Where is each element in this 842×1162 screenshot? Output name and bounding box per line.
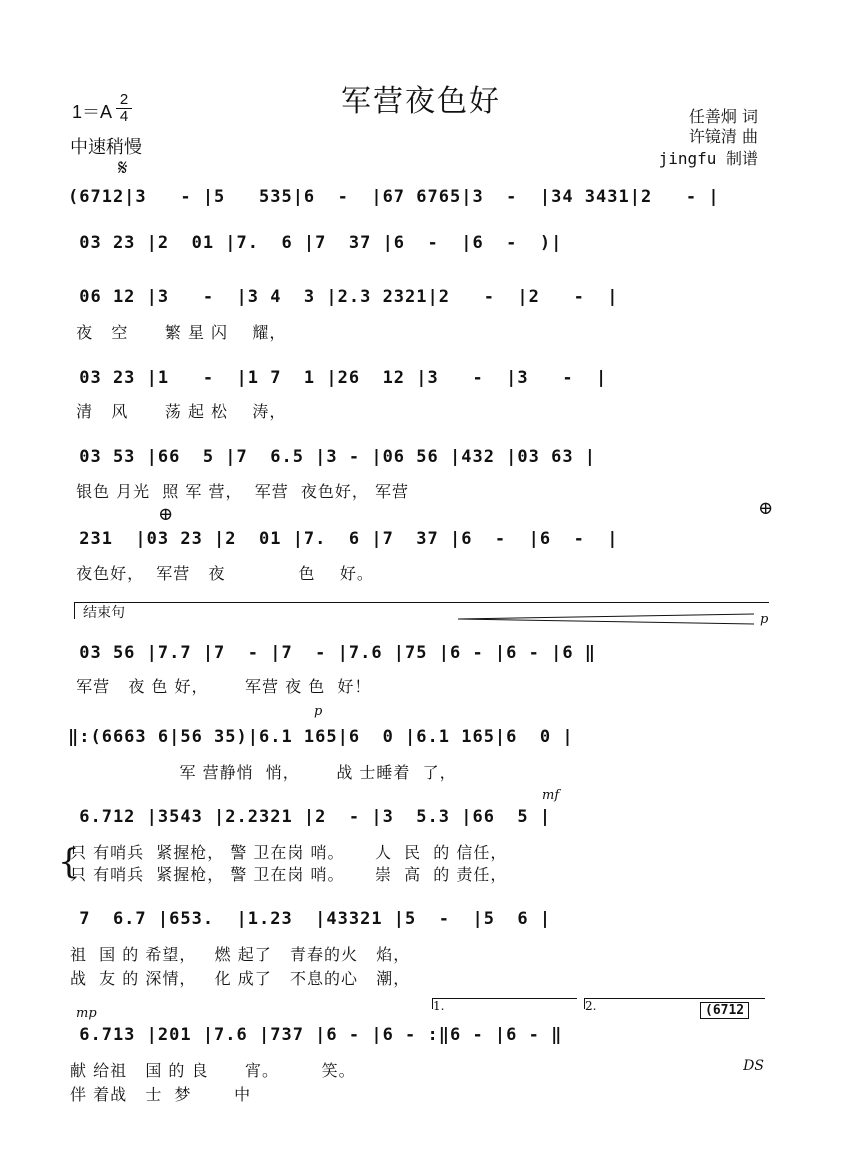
lyricist-credit: 任善炯 词 xyxy=(688,107,758,126)
dynamic-p: p xyxy=(760,612,769,627)
score-line-3-notes: 06 12 |3 - |3 4 3 |2.3 2321|2 - |2 - | xyxy=(68,287,619,307)
dynamic-mf: mf xyxy=(542,788,560,803)
score-line-12-lyrics: 战 友 的 深情， 化 成了 不息的心 潮， xyxy=(70,969,411,988)
verse-brace: { xyxy=(58,842,80,882)
coda-sign: ⊕ xyxy=(758,498,774,519)
arranger-credit: jingfu 制谱 xyxy=(658,149,758,168)
score-line-6-notes: 231 |03 23 |2 01 |7. 6 |7 37 |6 - |6 - | xyxy=(68,529,619,549)
score-line-9-lyrics: 只 有哨兵 紧握枪， 警 卫在岗 哨。 人 民 的 信任， xyxy=(70,843,508,862)
dynamic-mp: mp xyxy=(76,1006,97,1021)
volta-1-label: 1. xyxy=(433,999,445,1013)
coda-sign: ⊕ xyxy=(158,504,174,525)
tempo-marking: 中速稍慢 xyxy=(70,137,142,158)
score-line-11-notes: 7 6.7 |653. |1.23 |43321 |5 - |5 6 | xyxy=(68,909,552,929)
dal-segno-mark: DS xyxy=(743,1058,764,1074)
score-line-13-notes: 6.713 |201 |7.6 |737 |6 - |6 - :‖6 - |6 - ‖ xyxy=(68,1025,563,1045)
score-line-1-notes: (6712|3 - |5 535|6 - |67 6765|3 - |34 3431|2 - | xyxy=(68,187,720,207)
meter-top: 2 xyxy=(119,91,129,108)
pickup-notes: (6712 xyxy=(700,1002,749,1019)
score-line-11-lyrics: 祖 国 的 希望， 燃 起了 青春的火 焰， xyxy=(70,945,411,964)
score-line-8-lyrics: 军 营静悄 悄， 战 士睡着 了， xyxy=(70,763,457,782)
dynamic-p: p xyxy=(314,704,323,719)
key-signature: 1＝A xyxy=(72,102,113,122)
score-line-4-notes: 03 23 |1 - |1 7 1 |26 12 |3 - |3 - | xyxy=(68,368,608,388)
score-line-10-lyrics: 只 有哨兵 紧握枪， 警 卫在岗 哨。 崇 高 的 责任， xyxy=(70,865,508,884)
score-line-6-lyrics: 夜色好， 军营 夜 色 好。 xyxy=(70,564,374,583)
score-line-2-notes: 03 23 |2 01 |7. 6 |7 37 |6 - |6 - )| xyxy=(68,233,563,253)
score-line-5-lyrics: 银色 月光 照 军 营， 军营 夜色好， 军营 xyxy=(70,482,409,501)
meter-bottom: 4 xyxy=(116,108,132,125)
score-line-8-notes: ‖:(6663 6|56 35)|6.1 165|6 0 |6.1 165|6 0 | xyxy=(68,727,574,747)
score-line-7-lyrics: 军营 夜 色 好， 军营 夜 色 好！ xyxy=(70,677,372,696)
score-line-9-notes: 6.712 |3543 |2.2321 |2 - |3 5.3 |66 5 | xyxy=(68,807,552,827)
segno-sign: 𝄋 xyxy=(118,156,128,181)
composer-credit: 许镜清 曲 xyxy=(688,127,758,146)
volta-1 xyxy=(432,998,577,1013)
ending-label: 结束句 xyxy=(83,604,125,620)
score-line-14-lyrics: 伴 着战 士 梦 中 xyxy=(70,1085,252,1104)
score-line-4-lyrics: 清 风 荡 起 松 涛， xyxy=(70,402,287,421)
score-line-3-lyrics: 夜 空 繁 星 闪 耀， xyxy=(70,323,287,342)
song-title: 军营夜色好 xyxy=(341,84,501,119)
score-line-5-notes: 03 53 |66 5 |7 6.5 |3 - |06 56 |432 |03 63 | xyxy=(68,447,597,467)
volta-2-label: 2. xyxy=(585,999,597,1013)
crescendo-hairpin xyxy=(456,612,756,626)
time-signature xyxy=(116,92,132,125)
score-line-7-notes: 03 56 |7.7 |7 - |7 - |7.6 |75 |6 - |6 - |6 ‖ xyxy=(68,643,597,663)
score-line-13-lyrics: 献 给祖 国 的 良 宵。 笑。 xyxy=(70,1061,356,1080)
